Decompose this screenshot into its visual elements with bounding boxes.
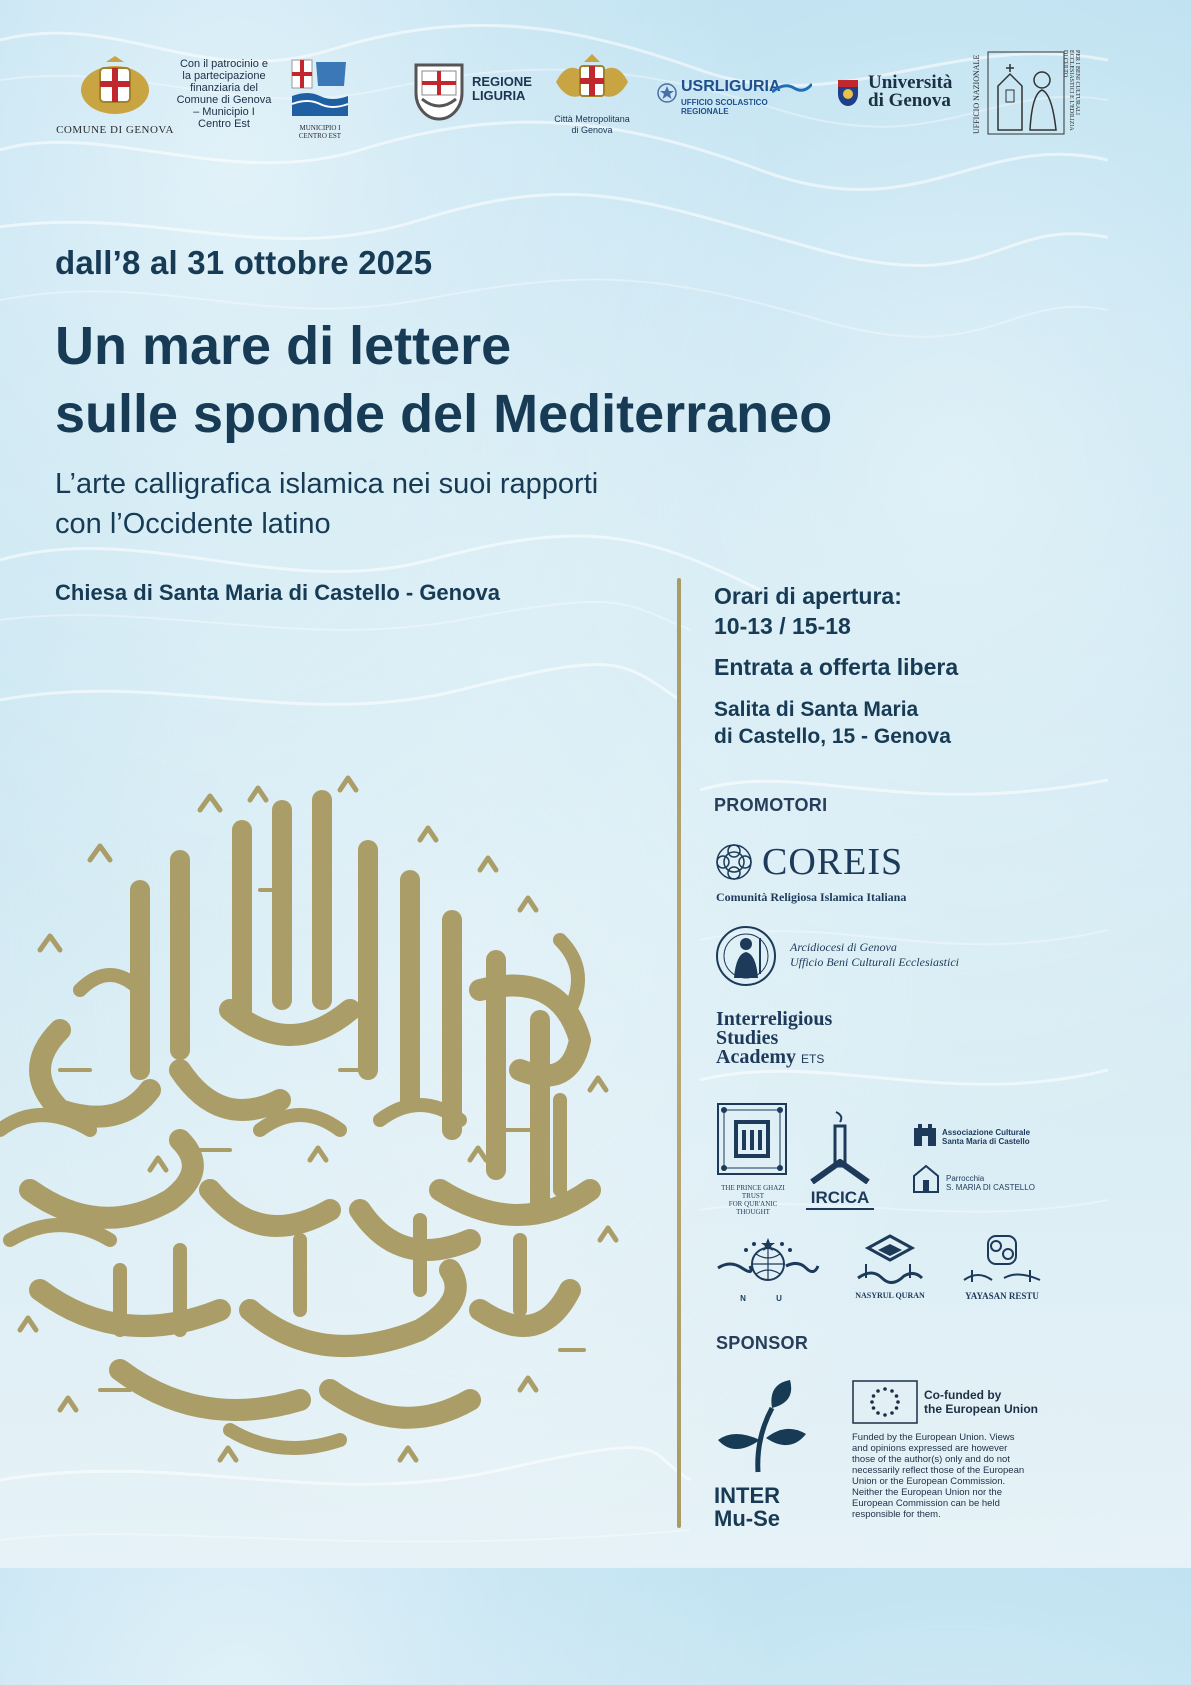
entry-info: Entrata a offerta libera <box>714 654 959 680</box>
vertical-divider <box>677 578 681 1528</box>
municipio-logo: MUNICIPIO I CENTRO EST <box>288 56 352 138</box>
sponsor-heading: SPONSOR <box>716 1333 809 1353</box>
minaret-icon <box>806 1108 874 1184</box>
unige-shield-icon <box>836 78 860 108</box>
unige-logo: Università di Genova <box>836 74 966 118</box>
church-figure-icon <box>986 50 1066 136</box>
isa-logo: Interreligious Studies Academy ETS <box>716 1008 833 1068</box>
eu-flag-icon <box>852 1380 918 1424</box>
arabic-calligraphy-roundel <box>0 770 640 1470</box>
regione-liguria-logo: REGIONE LIGURIA <box>414 63 538 123</box>
regione-shield-icon <box>414 63 464 121</box>
opening-hours-label: Orari di apertura: <box>714 583 902 609</box>
comune-genova-logo <box>56 54 174 138</box>
archdiocese-seal-icon <box>714 924 782 988</box>
nu-globe-icon <box>716 1236 820 1288</box>
castle-icon <box>912 1120 938 1148</box>
address: Salita di Santa Maria di Castello, 15 - Genova <box>714 698 951 748</box>
comune-label: COMUNE DI GENOVA <box>56 124 174 136</box>
usr-wave-icon <box>772 80 812 94</box>
church-facade-icon <box>912 1164 940 1194</box>
event-subtitle: L’arte calligrafica islamica nei suoi rapporti con l’Occidente latino <box>55 468 599 540</box>
event-venue: Chiesa di Santa Maria di Castello - Genova <box>55 580 501 605</box>
municipio-ship-icon <box>288 56 352 120</box>
coreis-logo: COREIS Comunità Religiosa Islamica Italiana <box>716 841 907 904</box>
kufic-square-icon <box>716 1102 788 1176</box>
nasyrul-diamond-icon <box>852 1234 928 1288</box>
prince-ghazi-trust-logo: THE PRINCE GHAZI TRUST FOR QUR'ANIC THOUGHT <box>716 1102 790 1208</box>
ircica-logo: IRCICA <box>806 1108 874 1206</box>
event-title: Un mare di lettere sulle sponde del Mediterraneo <box>55 316 833 444</box>
nu-logo: N U <box>716 1236 820 1302</box>
nasyrul-quran-logo: NASYRUL QURAN <box>852 1234 928 1302</box>
promoters-heading: PROMOTORI <box>714 795 828 815</box>
usr-liguria-logo: USRLIGURIA UFFICIO SCOLASTICO REGIONALE <box>656 78 816 112</box>
yayasan-restu-logo: YAYASAN RESTU <box>958 1234 1046 1302</box>
patronage-text: Con il patrocinio e la partecipazione finanziaria del Comune di Genova – Municipio I Centro Est <box>176 58 272 130</box>
griffin-coat-of-arms-icon <box>546 52 638 110</box>
ufficio-nazionale-logo: UFFICIO NAZIONALE PER I BENI CULTURALI ECCLESIASTICI E L'EDILIZIA DI CULTO <box>972 50 1080 138</box>
intermuse-logo: INTER Mu-Se <box>714 1378 814 1524</box>
parrocchia-logo: Parrocchia S. MARIA DI CASTELLO <box>912 1164 1052 1198</box>
yayasan-knot-icon <box>958 1234 1046 1288</box>
eu-disclaimer: Funded by the European Union. Views and opinions expressed are however those of the author(s) only and do not necessarily reflect those of the European Union or the European Commission. Neither the European Union nor the European Commission can be held responsible for them. <box>852 1432 1025 1520</box>
genoa-coat-of-arms-icon <box>56 54 174 118</box>
coreis-rosette-icon <box>714 842 754 882</box>
opening-hours-value: 10-13 / 15-18 <box>714 613 851 639</box>
associazione-culturale-logo: Associazione Culturale Santa Maria di Castello <box>912 1120 1052 1150</box>
citta-metropolitana-logo: Città Metropolitana di Genova <box>546 52 638 138</box>
eu-cofunded-block: Co-funded by the European Union Funded by the European Union. Views and opinions expressed are however those of the author(s) only and do not necessarily reflect those of the European Union or the European Commission. Neither the European Union nor the European Commission can be held responsible for them. <box>852 1380 1052 1528</box>
arcidiocesi-logo: Arcidiocesi di Genova Ufficio Beni Culturali Ecclesiastici <box>714 924 994 990</box>
leaf-sprout-icon <box>714 1378 810 1474</box>
event-date: dall’8 al 31 ottobre 2025 <box>55 244 433 281</box>
italy-emblem-icon <box>656 82 678 104</box>
